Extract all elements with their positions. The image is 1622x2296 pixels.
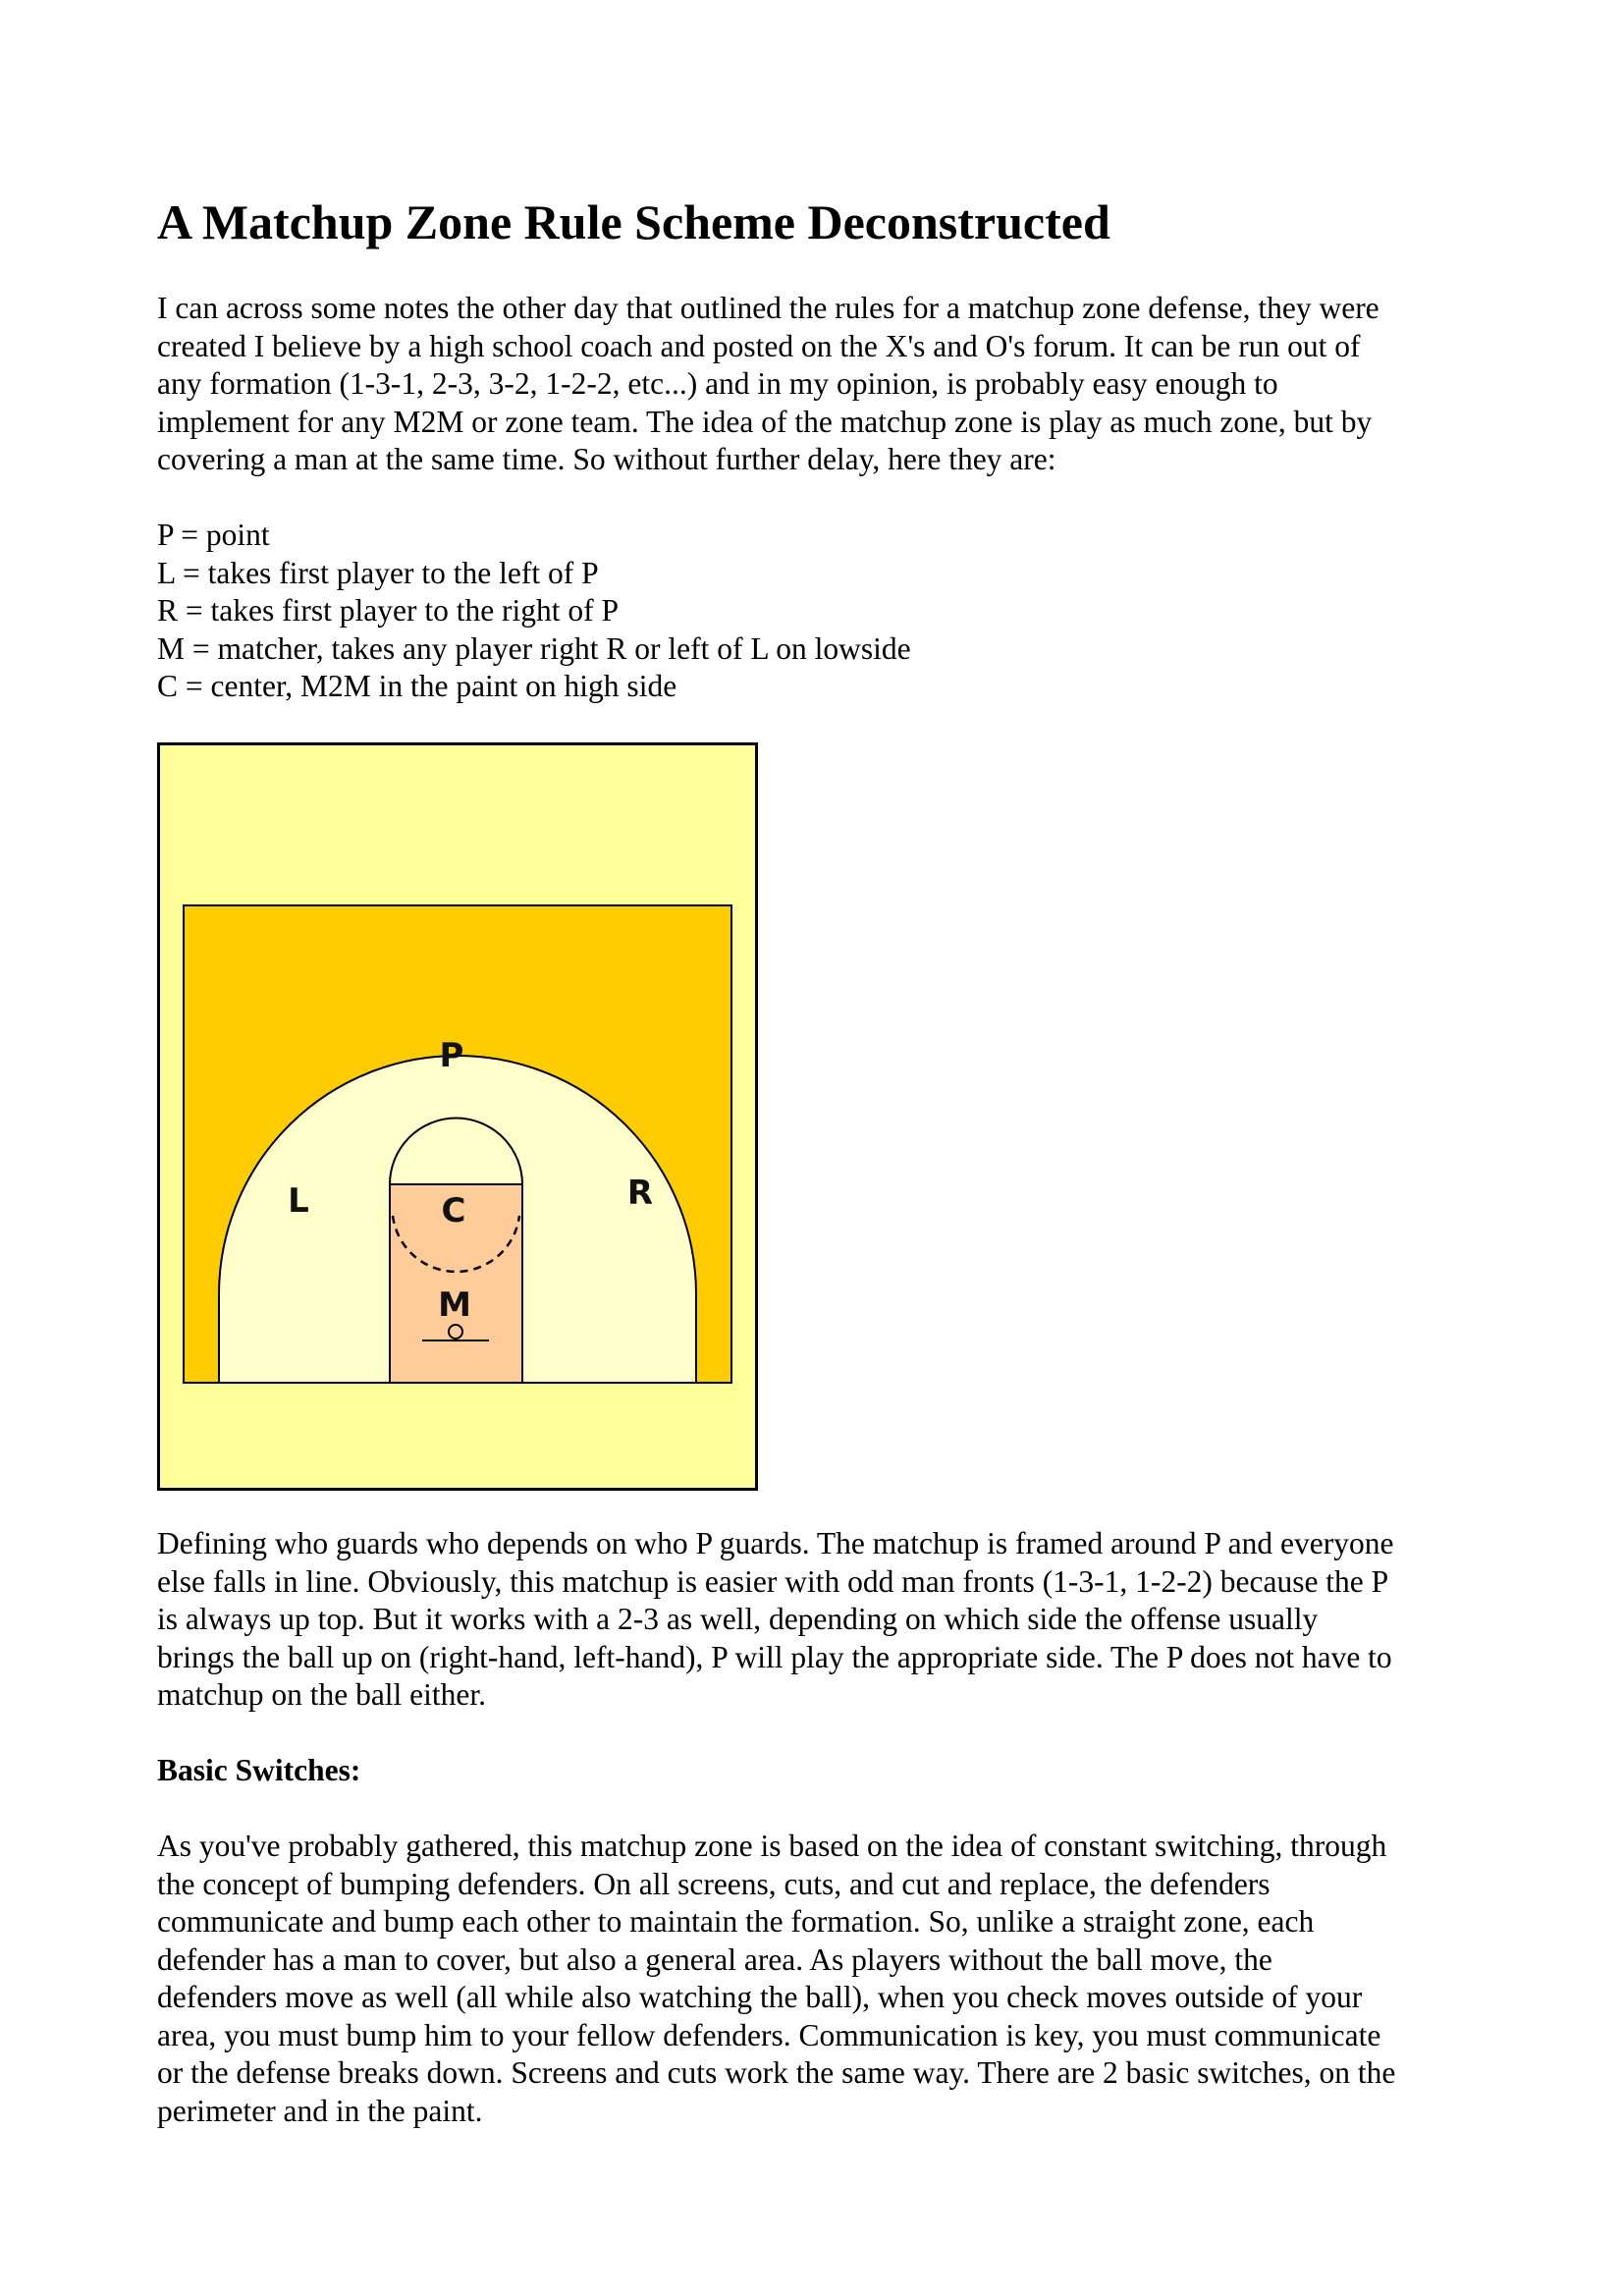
text-line: created I believe by a high school coach and posted on the X's and O's forum. It can be run out of bbox=[157, 328, 1361, 363]
definition-matcher: M = matcher, takes any player right R or left of L on lowside bbox=[157, 630, 911, 666]
position-definitions bbox=[157, 517, 1492, 706]
text-line: matchup on the ball either. bbox=[157, 1677, 487, 1712]
label-p: P bbox=[439, 1036, 464, 1075]
text-line: communicate and bump each other to maintain the formation. So, unlike a straight zone, each bbox=[157, 1904, 1315, 1939]
definition-center: C = center, M2M in the paint on high side bbox=[157, 669, 677, 703]
label-r: R bbox=[626, 1174, 654, 1213]
text-line: implement for any M2M or zone team. The idea of the matchup zone is play as much zone, but by bbox=[157, 404, 1373, 439]
rim bbox=[449, 1325, 462, 1339]
court-diagram bbox=[157, 742, 758, 1491]
label-c: C bbox=[441, 1191, 466, 1230]
label-m: M bbox=[438, 1285, 471, 1325]
text-line: brings the ball up on (right-hand, left-hand), P will play the appropriate side. The P does not have to bbox=[157, 1639, 1392, 1674]
text-line: defender has a man to cover, but also a general area. As players without the ball move, the bbox=[157, 1941, 1272, 1977]
section-heading: Basic Switches: bbox=[157, 1753, 361, 1787]
text-line: else falls in line. Obviously, this matchup is easier with odd man fronts (1-3-1, 1-2-2) because the P bbox=[157, 1563, 1389, 1599]
text-line: area, you must bump him to your fellow defenders. Communication is key, you must communicate bbox=[157, 2017, 1381, 2052]
text-line: any formation (1-3-1, 2-3, 3-2, 1-2-2, etc...) and in my opinion, is probably easy enough to bbox=[157, 366, 1278, 401]
court-svg bbox=[157, 742, 758, 1491]
page-title: A Matchup Zone Rule Scheme Deconstructed bbox=[157, 194, 1110, 249]
switches-paragraph bbox=[157, 1828, 1492, 2130]
text-line: Defining who guards who depends on who P guards. The matchup is framed around P and everyone bbox=[157, 1526, 1394, 1560]
text-line: the concept of bumping defenders. On all screens, cuts, and cut and replace, the defenders bbox=[157, 1866, 1271, 1901]
definition-point: P = point bbox=[157, 518, 270, 552]
text-line: I can across some notes the other day that outlined the rules for a matchup zone defense, they were bbox=[157, 291, 1379, 325]
text-line: covering a man at the same time. So without further delay, here they are: bbox=[157, 442, 1056, 476]
text-line: defenders move as well (all while also watching the ball), when you check moves outside of your bbox=[157, 1980, 1363, 2014]
label-l: L bbox=[288, 1181, 309, 1221]
text-line: perimeter and in the paint. bbox=[157, 2093, 483, 2128]
definition-left: L = takes first player to the left of P bbox=[157, 555, 599, 590]
text-line: or the defense breaks down. Screens and cuts work the same way. There are 2 basic switches, on the bbox=[157, 2055, 1396, 2090]
matchup-paragraph bbox=[157, 1525, 1492, 1715]
text-line: is always up top. But it works with a 2-3 as well, depending on which side the offense usually bbox=[157, 1602, 1319, 1636]
intro-paragraph bbox=[157, 290, 1492, 479]
definition-right: R = takes first player to the right of P bbox=[157, 593, 620, 628]
text-line: As you've probably gathered, this matchup zone is based on the idea of constant switching, through bbox=[157, 1829, 1387, 1863]
